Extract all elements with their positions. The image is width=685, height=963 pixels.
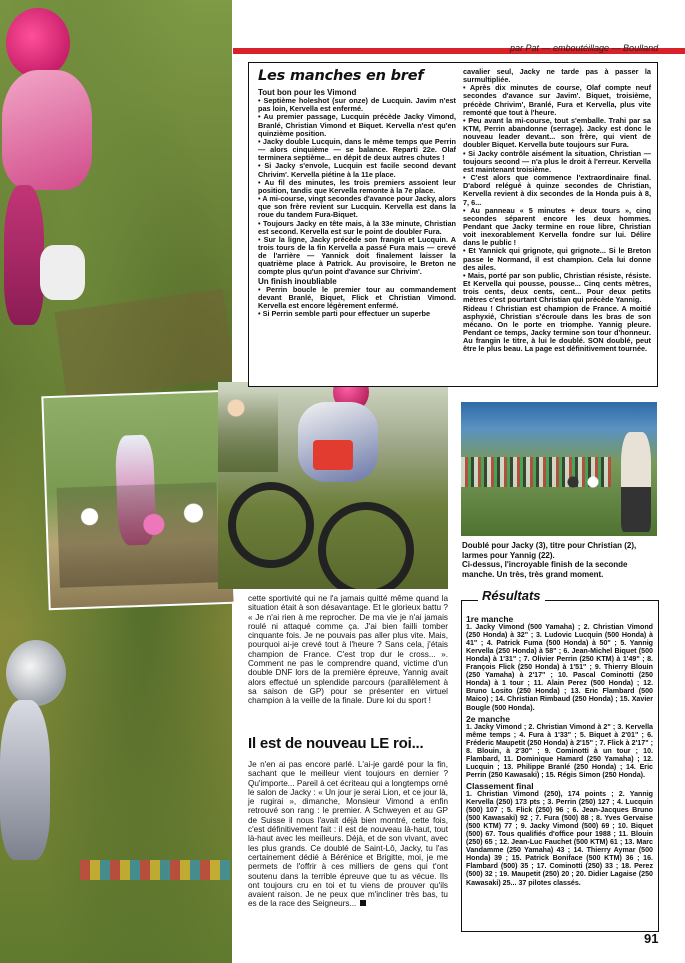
flag-man (621, 432, 651, 532)
brief-title: Les manches en bref (258, 68, 424, 84)
brief-subtitle-1: Tout bon pour les Vimond (258, 88, 357, 97)
brief-para: • Jacky double Lucquin, dans le même temps que Perrin — alors cinquième — se balance. Reparti 22e. Olaf terminera septième... en dépit de deux autres chutes ! (258, 136, 456, 163)
caption-line-2: Ci-dessus, l'incroyable finish de la seconde manche. Un très, très grand moment. (462, 560, 628, 579)
photo-celebration (41, 390, 235, 610)
page-number: 91 (644, 931, 659, 946)
rider2-helmet (6, 640, 66, 706)
photo-finish-line (461, 402, 657, 536)
brief-para: • Si Perrin semble parti pour effectuer un superbe (258, 309, 431, 319)
riders-on-track (561, 472, 601, 492)
brief-para: • Si Jacky contrôle aisément la situation, Christian — toujours second — n'a plus le droit à l'erreur. Kervella est maintenant troisième. (463, 148, 651, 174)
article-paragraph: cette sportivité qui ne l'a jamais quitté même quand la situation était à son désavantage. Et le glorieux battu ? « Je n'ai rien à me reprocher. De ma vie je n'ai jamais roulé ni attaqué comme ça. J'ai bien failli tomber cinquante fois. Je ne pouvais pas aller plus vite. Mais, pourquoi ai-je crevé tout à l'heure ? Sans cela, j'étais champion de France. C'est trop dur le cross... ». Comment ne pas le comprendre quand, victime d'un double DNF lors de la première épreuve, Yannig avait alors effectué un splendide parcours (parallèlement à sa saison de GP) pour se présenter en virtuel champion à la veille de la finale. Dure loi du sport ! (248, 594, 448, 706)
track-fence (80, 860, 230, 880)
brief-para: • Et Yannick qui grignote, qui grignote... Si le Breton passe le Normand, il est champion. Cela lui donne des ailes. (463, 246, 651, 272)
brief-para: • Au panneau « 5 minutes + deux tours », cinq secondes séparent encore les deux hommes. Pendant que Jacky termine en roue libre, Christian voit inexorablement Kervella fondre sur lui. Délire dans le public ! (463, 205, 651, 248)
section-title: Il est de nouveau LE roi... (248, 735, 424, 752)
brief-para: • Peu avant la mi-course, tout s'emballe. Trahi par sa KTM, Perrin abandonne (serrage). Jacky est donc le nouveau leader devant... son frère, qui vient de doubler Biquet. Kervella bute toujours sur Fura. (463, 115, 651, 150)
rider-glove (40, 245, 85, 300)
brief-para: • A mi-course, vingt secondes d'avance pour Jacky, alors que son frère revient sur Lucquin. Kervella est dans la roue du tandem Fura-Biquet. (258, 194, 456, 220)
results-final-text: 1. Christian Vimond (250), 174 points ; 2. Yannig Kervella (250) 173 pts ; 3. Perrin (250) 127 ; 4. Lucquin (500) 107 ; 5. Flick (250) 96 ; 6. Jean-Jacques Bruno (500 Kawasaki) 92 ; 7. Fura (500) 88 ; 8. Yves Gervaise (500 KTM) 77 ; 9. Jacky Vimond (500) 69 ; 10. Biquet (500) 67. Tous qualifiés d'office pour 1988 ; 11. Blouin (250) 65 ; 12. Jean-Luc Fauchet (500 KTM) 61 ; 13. Marc Vandamme (250 Yamaha) 43 ; 14. Thierry Aymar (500 Honda) 39 ; 15. Patrick Boniface (500 KTM) 36 ; 16. Flambard (500) 35 ; 17. Cominotti (250) 33 ; 18. Perez (500) 32 ; 19. Maupetit (250) 20 ; 20. Didier Lagaise (250 Kawasaki) 25... 37 pilotes classés. (466, 789, 653, 887)
bike-number-plate (313, 440, 353, 470)
results-content (466, 612, 653, 887)
photo-motocross-bike (218, 382, 448, 589)
brief-para: • Au premier passage, Lucquin précède Jacky Vimond, Branlé, Christian Vimond et Biquet. Kervella n'est qu'en quinzième position. (258, 112, 456, 138)
author-credit: par Pat — emboutéillage — Boulland (510, 43, 659, 53)
track-dirt (55, 289, 232, 402)
brief-para: • Sur la ligne, Jacky précède son frangin et Lucquin. A trois tours de la fin Kervella a passé Fura mais — crevé de l'arrière — Yannick doit finalement laisser la quatrième place à Patrick. Au provisoire, le Breton ne compte plus qu'un point d'avance sur Chrivim'. (258, 234, 456, 277)
caption-line-1: Doublé pour Jacky (3), titre pour Christian (2), larmes pour Yannig (22). (462, 541, 637, 560)
brief-right-column (463, 68, 651, 353)
crowd (57, 482, 220, 588)
brief-para: • Si Jacky s'envole, Lucquin est facile second devant Chrivim'. Kervella piétine à la 11e place. (258, 161, 456, 179)
brief-para: • Septième holeshot (sur onze) de Lucquin. Javim n'est pas loin, Kervella est enfermé. (258, 96, 456, 114)
results-heat2-text: 1. Jacky Vimond ; 2. Christian Vimond à 2" ; 3. Kervella même temps ; 4. Fura à 1'33" ; 5. Biquet à 2'01" ; 6. Fréderic Maupetit (250 Honda) à 2'15" ; 7. Flick à 2'17" ; 8. Blouin, à 2'30" ; 9. Cominotti à un tour ; 10. Flambard, 11. Dominique Hamard (250 Yamaha) ; 12. Lucquin ; 13. Philippe Branlé (250 Honda) ; 14. Eric Perrin (250 Kawasaki) ; 15. Régis Simon (250 Honda). (466, 722, 653, 779)
rider-pants (4, 185, 44, 325)
rider-helmet (6, 8, 70, 78)
results-final-title: Classement final (466, 780, 534, 791)
results-heat1-text: 1. Jacky Vimond (500 Yamaha) ; 2. Christian Vimond (250 Honda) à 32" ; 3. Ludovic Lucquin (500 Honda) à 41" ; 4. Patrick Fuma (500 Honda) à 50" ; 5. Yannig Kervella (250 Honda) à 58" ; 6. Jean-Michel Biquet (500 Honda) à 1'31" ; 7. Olivier Perrin (250 KTM) à 1'49" ; 8. François Flick (250 Honda) à 1'51" ; 9. Thierry Blouin (250 Yamaha) à 2'17" ; 10. Pascal Cominotti (250 Honda) à 1 tour ; 11. Alain Perez (500 Honda) ; 12. Bruno Losito (250 Honda) ; 13. Eric Flambard (500 Maico) ; 14. Christian Rimbaud (250 Honda) ; 15. Xavier Bougle (500 Honda). (466, 623, 653, 712)
brief-left-column (258, 88, 456, 318)
brief-para: • Après dix minutes de course, Olaf compte neuf secondes d'avance sur Javim'. Biquet, troisième, précède Chrivim', Branlé, Fura et Kervella, plus vite remonté que tout à l'heure. (463, 83, 651, 117)
rider-jersey (2, 70, 92, 190)
results-heat1-title: 1re manche (466, 614, 514, 624)
brief-para: • C'est alors que commence l'extraordinaire final. D'abord relégué à quinze secondes de Christian, Kervella revient à dix secondes de la Honda puis à 8, 7, 6... (463, 173, 651, 207)
spectators (218, 392, 278, 472)
brief-para: cavalier seul, Jacky ne tarde pas à passer la surmultipliée. (463, 67, 651, 85)
brief-para: • Perrin boucle le premier tour au commandement devant Branlé, Biquet, Flick et Christian Vimond. Kervella est encore légèrement enfermé. (258, 284, 456, 311)
brief-para: • Toujours Jacky en tête mais, à la 33e minute, Christian est second. Kervella est sur le point de doubler Fura. (258, 218, 456, 236)
end-mark (360, 900, 366, 906)
brief-para: Rideau ! Christian est champion de France. A moitié asphyxié, Christian s'écroule dans les bras de son mécano. On le porte en triomphe. Yannig pleure. Pendant ce temps, Jacky termine son tour d'honneur. Au frangin le titre, à lui le doublé. SON doublé, peut être le plus beau. La page est définitivement tournée. (463, 303, 651, 354)
article-top-text (248, 594, 448, 706)
photo-caption (462, 541, 657, 579)
article-section-text (248, 760, 448, 909)
bike-front-wheel (318, 502, 414, 589)
results-title: Résultats (478, 588, 545, 603)
bike-rear-wheel (228, 482, 314, 568)
brief-subtitle-2: Un finish inoubliable (258, 276, 337, 286)
article-paragraph: Je n'en ai pas encore parlé. L'ai-je gardé pour la fin, sachant que le meilleur vient toujours en dernier ? Qu'importe... Pareil à cet écriteau qui a longtemps orné le salon de Jacky : « Un jour je serai Lion, et ce jour là, je rugirai », dimanche, Monsieur Vimond a enfin retrouvé son rang : le premier. A Schweyen et au GP de Suisse il nous l'avait déjà bien montré, cette fois, c'est définitivement fait : il est de nouveau là-haut, tout là-haut avec les meilleurs. Déjà, et de son vivant, avec les plus grands. Ce doublé de Saint-Lô, Jacky, tu l'as certainement dédié à Bérénice et Brigitte, moi, je me permets de l'offrir à ces milliers de gens qui t'ont soutenu dans la terrible épreuve que tu as vécue. Ils ont toujours cru en toi et tu viens de prouver qu'ils avaient raison. Je ne peux que m'incliner très bas, tu es de la race des Seigneurs... (248, 760, 448, 909)
results-heat2-title: 2e manche (466, 713, 510, 724)
rider2-body (0, 700, 50, 860)
brief-para: • Au fil des minutes, les trois premiers assoient leur position, tandis que Kervella remonte à la 7e place. (258, 177, 456, 195)
brief-para: • Mais, porté par son public, Christian résiste, résiste. Et Kervella qui pousse, pousse... Cinq cents mètres, trois cents, deux cents, cent... Pour deux petits mètres c'est pourtant Christian qui précède Yannig. (463, 270, 651, 305)
